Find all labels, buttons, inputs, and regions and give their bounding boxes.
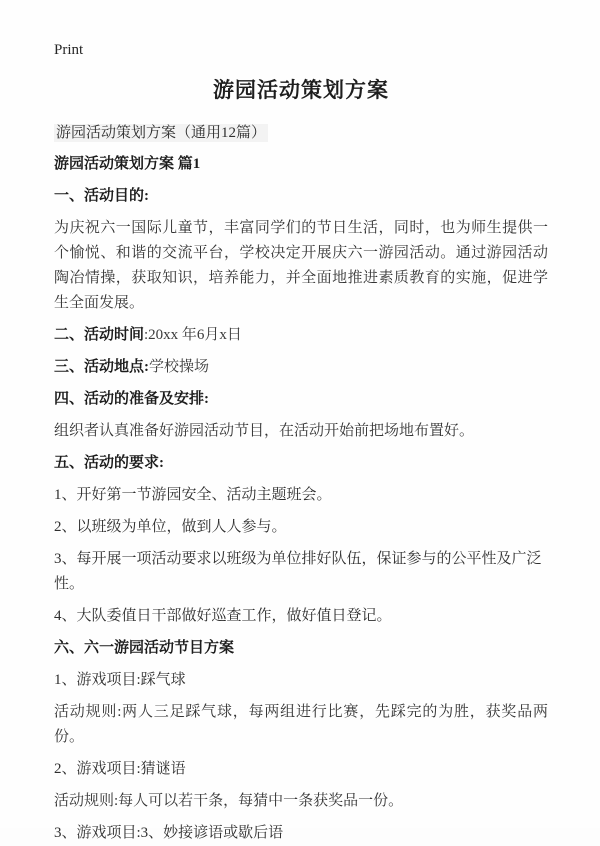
subtitle-text: 游园活动策划方案（通用12篇） xyxy=(56,125,267,141)
game-item-2-title: 2、游戏项目:猜谜语 xyxy=(54,761,186,777)
game-item-3-title: 3、游戏项目:3、妙接谚语或歇后语 xyxy=(54,825,284,841)
section-heading-requirements: 五、活动的要求: xyxy=(54,455,164,471)
section-heading-purpose: 一、活动目的: xyxy=(54,188,149,204)
paragraph-purpose: 为庆祝六一国际儿童节，丰富同学们的节日生活，同时，也为师生提供一个愉悦、和谐的交流平台，学校决定开展庆六一游园活动。通过游园活动陶冶情操，获取知识，培养能力，并全面地推进素质教育的实施，促进学生全面发展。 xyxy=(54,220,548,311)
document-subtitle xyxy=(54,121,548,146)
section-label-time: 二、活动时间 xyxy=(54,327,145,343)
section-label-place: 三、活动地点: xyxy=(54,359,149,375)
print-button[interactable]: Print xyxy=(54,42,84,58)
section-value-time: :20xx 年6月x日 xyxy=(144,327,242,343)
game-item-1-rule: 活动规则:两人三足踩气球，每两组进行比赛，先踩完的为胜，获奖品两份。 xyxy=(54,704,548,745)
section-heading-preparation: 四、活动的准备及安排: xyxy=(54,391,209,407)
list-item-requirement-1: 1、开好第一节游园安全、活动主题班会。 xyxy=(54,487,332,503)
part-heading: 游园活动策划方案 篇1 xyxy=(54,156,201,172)
game-item-2-rule: 活动规则:每人可以若干条，每猜中一条获奖品一份。 xyxy=(54,793,404,809)
game-item-1-title: 1、游戏项目:踩气球 xyxy=(54,672,186,688)
section-heading-program: 六、六一游园活动节目方案 xyxy=(54,640,235,656)
section-line-time xyxy=(54,323,548,348)
section-line-place xyxy=(54,355,548,380)
paragraph-preparation: 组织者认真准备好游园活动节目，在活动开始前把场地布置好。 xyxy=(54,423,475,439)
section-value-place: 学校操场 xyxy=(149,359,210,375)
list-item-requirement-3: 3、每开展一项活动要求以班级为单位排好队伍，保证参与的公平性及广泛性。 xyxy=(54,551,542,592)
list-item-requirement-4: 4、大队委值日干部做好巡查工作，做好值日登记。 xyxy=(54,608,392,624)
page-title: 游园活动策划方案 xyxy=(213,78,389,102)
list-item-requirement-2: 2、以班级为单位，做到人人参与。 xyxy=(54,519,287,535)
